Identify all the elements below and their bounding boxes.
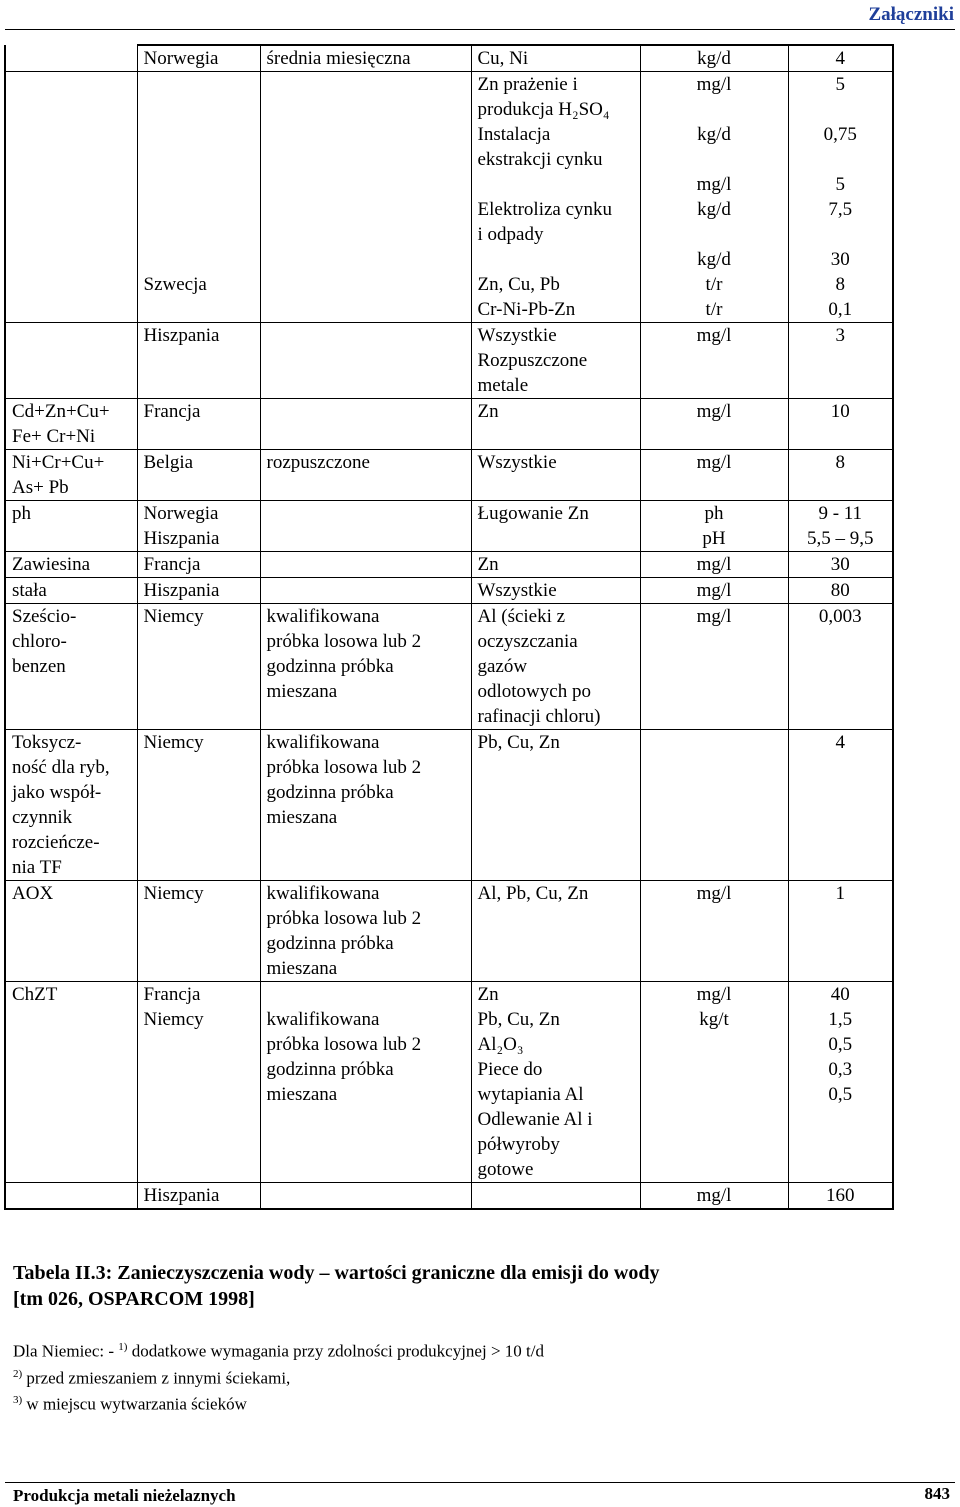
cell-unit: kg/d <box>640 45 788 72</box>
cell-parameter: ChZT <box>5 982 137 1008</box>
footnotes <box>13 1336 544 1416</box>
cell-parameter <box>5 1183 137 1210</box>
cell-parameter: stała <box>5 578 137 604</box>
cell-source: Zn <box>471 552 640 578</box>
cell-parameter <box>5 526 137 552</box>
cell-value: 8 0,1 <box>788 272 893 323</box>
cell-country: Belgia <box>137 450 260 501</box>
cell-country: Szwecja <box>137 272 260 323</box>
cell-unit: mg/l <box>640 450 788 501</box>
cell-unit: t/r t/r <box>640 272 788 323</box>
table-row <box>5 45 893 72</box>
cell-country: Francja <box>137 399 260 450</box>
table-row <box>5 272 893 323</box>
cell-source: Zn, Cu, Pb Cr-Ni-Pb-Zn <box>471 272 640 323</box>
cell-source: Ługowanie Zn <box>471 501 640 527</box>
table-row <box>5 730 893 881</box>
cell-value: 4 <box>788 45 893 72</box>
cell-parameter: Zawiesina <box>5 552 137 578</box>
cell-source: Al (ścieki z oczyszczania gazów odlotowych po rafinacji chloru) <box>471 604 640 730</box>
cell-parameter: ph <box>5 501 137 527</box>
cell-value: 3 <box>788 323 893 399</box>
cell-country: Francja <box>137 982 260 1008</box>
cell-source: Wszystkie <box>471 450 640 501</box>
cell-sampling <box>260 272 471 323</box>
cell-unit: kg/t <box>640 1007 788 1183</box>
cell-sampling <box>260 578 471 604</box>
cell-country: Niemcy <box>137 604 260 730</box>
cell-country: Niemcy <box>137 881 260 982</box>
cell-sampling: rozpuszczone <box>260 450 471 501</box>
table-row <box>5 881 893 982</box>
cell-country: Niemcy <box>137 1007 260 1183</box>
footnote-1: Dla Niemiec: - $^{1)}$ dodatkowe wymagania przy zdolności produkcyjnej > 10 t/d <box>13 1341 544 1361</box>
cell-unit: mg/l <box>640 604 788 730</box>
table-row <box>5 982 893 1008</box>
cell-country <box>137 72 260 273</box>
cell-value: 4 <box>788 730 893 881</box>
emission-limits-table <box>4 44 894 1210</box>
table-row <box>5 604 893 730</box>
cell-unit: pH <box>640 526 788 552</box>
cell-sampling: kwalifikowana próbka losowa lub 2 godzinna próbka mieszana <box>260 881 471 982</box>
cell-country: Norwegia <box>137 45 260 72</box>
cell-unit: mg/l kg/d mg/l kg/d kg/d <box>640 72 788 273</box>
table-row <box>5 450 893 501</box>
cell-source: Al, Pb, Cu, Zn <box>471 881 640 982</box>
cell-value: 1,5 0,5 0,3 0,5 <box>788 1007 893 1183</box>
header-rule <box>5 29 955 30</box>
cell-sampling: kwalifikowana próbka losowa lub 2 godzinna próbka mieszana <box>260 1007 471 1183</box>
cell-source <box>471 1183 640 1210</box>
table-row <box>5 501 893 527</box>
cell-source: Pb, Cu, Zn <box>471 730 640 881</box>
cell-unit <box>640 730 788 881</box>
cell-source <box>471 526 640 552</box>
cell-source: Wszystkie <box>471 578 640 604</box>
cell-source: Zn <box>471 982 640 1008</box>
cell-sampling <box>260 982 471 1008</box>
cell-sampling <box>260 552 471 578</box>
cell-sampling <box>260 1183 471 1210</box>
cell-unit: mg/l <box>640 552 788 578</box>
cell-unit: mg/l <box>640 881 788 982</box>
cell-country: Francja <box>137 552 260 578</box>
table-caption: Tabela II.3: Zanieczyszczenia wody – wartości graniczne dla emisji do wody [tm 026, OSPARCOM 1998] <box>13 1262 660 1310</box>
cell-parameter <box>5 272 137 323</box>
cell-value: 10 <box>788 399 893 450</box>
section-header: Załączniki <box>868 4 954 25</box>
cell-unit: mg/l <box>640 1183 788 1210</box>
cell-sampling <box>260 501 471 527</box>
cell-value: 5,5 – 9,5 <box>788 526 893 552</box>
cell-sampling <box>260 323 471 399</box>
cell-unit: mg/l <box>640 578 788 604</box>
cell-source: Zn prażenie i produkcja H₂SO₄ Instalacja ekstrakcji cynku Elektroliza cynku i odpady <box>471 72 640 273</box>
cell-source: Zn <box>471 399 640 450</box>
page-number: 843 <box>924 1484 950 1503</box>
cell-value: 160 <box>788 1183 893 1210</box>
footnote-3: $^{3)}$ w miejscu wytwarzania ścieków <box>13 1394 247 1414</box>
cell-country: Hiszpania <box>137 526 260 552</box>
cell-unit: ph <box>640 501 788 527</box>
cell-country: Niemcy <box>137 730 260 881</box>
cell-value: 0,003 <box>788 604 893 730</box>
cell-sampling: kwalifikowana próbka losowa lub 2 godzinna próbka mieszana <box>260 604 471 730</box>
cell-unit: mg/l <box>640 982 788 1008</box>
footer-title: Produkcja metali nieżelaznych <box>13 1486 236 1505</box>
cell-value: 8 <box>788 450 893 501</box>
cell-unit: mg/l <box>640 323 788 399</box>
table-row <box>5 526 893 552</box>
cell-parameter <box>5 323 137 399</box>
cell-value: 80 <box>788 578 893 604</box>
cell-value: 30 <box>788 552 893 578</box>
footer-rule <box>5 1482 955 1483</box>
cell-parameter <box>5 72 137 273</box>
table-row <box>5 399 893 450</box>
cell-source: Pb, Cu, Zn Al₂O₃ Piece do wytapiania Al Odlewanie Al i półwyroby gotowe <box>471 1007 640 1183</box>
footnote-2: $^{2)}$ przed zmieszaniem z innymi ściekami, <box>13 1367 291 1388</box>
cell-sampling <box>260 526 471 552</box>
cell-sampling <box>260 399 471 450</box>
cell-parameter <box>5 1007 137 1183</box>
cell-unit: mg/l <box>640 399 788 450</box>
cell-value: 40 <box>788 982 893 1008</box>
cell-parameter: AOX <box>5 881 137 982</box>
cell-value: 9 - 11 <box>788 501 893 527</box>
cell-sampling: kwalifikowana próbka losowa lub 2 godzinna próbka mieszana <box>260 730 471 881</box>
table-row <box>5 72 893 273</box>
cell-sampling: średnia miesięczna <box>260 45 471 72</box>
cell-source: Cu, Ni <box>471 45 640 72</box>
table-row <box>5 1007 893 1183</box>
table-row <box>5 552 893 578</box>
cell-value: 1 <box>788 881 893 982</box>
cell-parameter: Toksycz- ność dla ryb, jako współ- czynnik rozcieńcze- nia TF <box>5 730 137 881</box>
table-row <box>5 578 893 604</box>
cell-source: Wszystkie Rozpuszczone metale <box>471 323 640 399</box>
cell-value: 5 0,75 5 7,5 30 <box>788 72 893 273</box>
cell-sampling <box>260 72 471 273</box>
cell-parameter <box>5 45 137 72</box>
cell-country: Hiszpania <box>137 1183 260 1210</box>
cell-country: Hiszpania <box>137 578 260 604</box>
cell-country: Norwegia <box>137 501 260 527</box>
cell-country: Hiszpania <box>137 323 260 399</box>
cell-parameter: Ni+Cr+Cu+ As+ Pb <box>5 450 137 501</box>
cell-parameter: Sześcio- chloro- benzen <box>5 604 137 730</box>
cell-parameter: Cd+Zn+Cu+ Fe+ Cr+Ni <box>5 399 137 450</box>
table-row <box>5 323 893 399</box>
table-row <box>5 1183 893 1210</box>
